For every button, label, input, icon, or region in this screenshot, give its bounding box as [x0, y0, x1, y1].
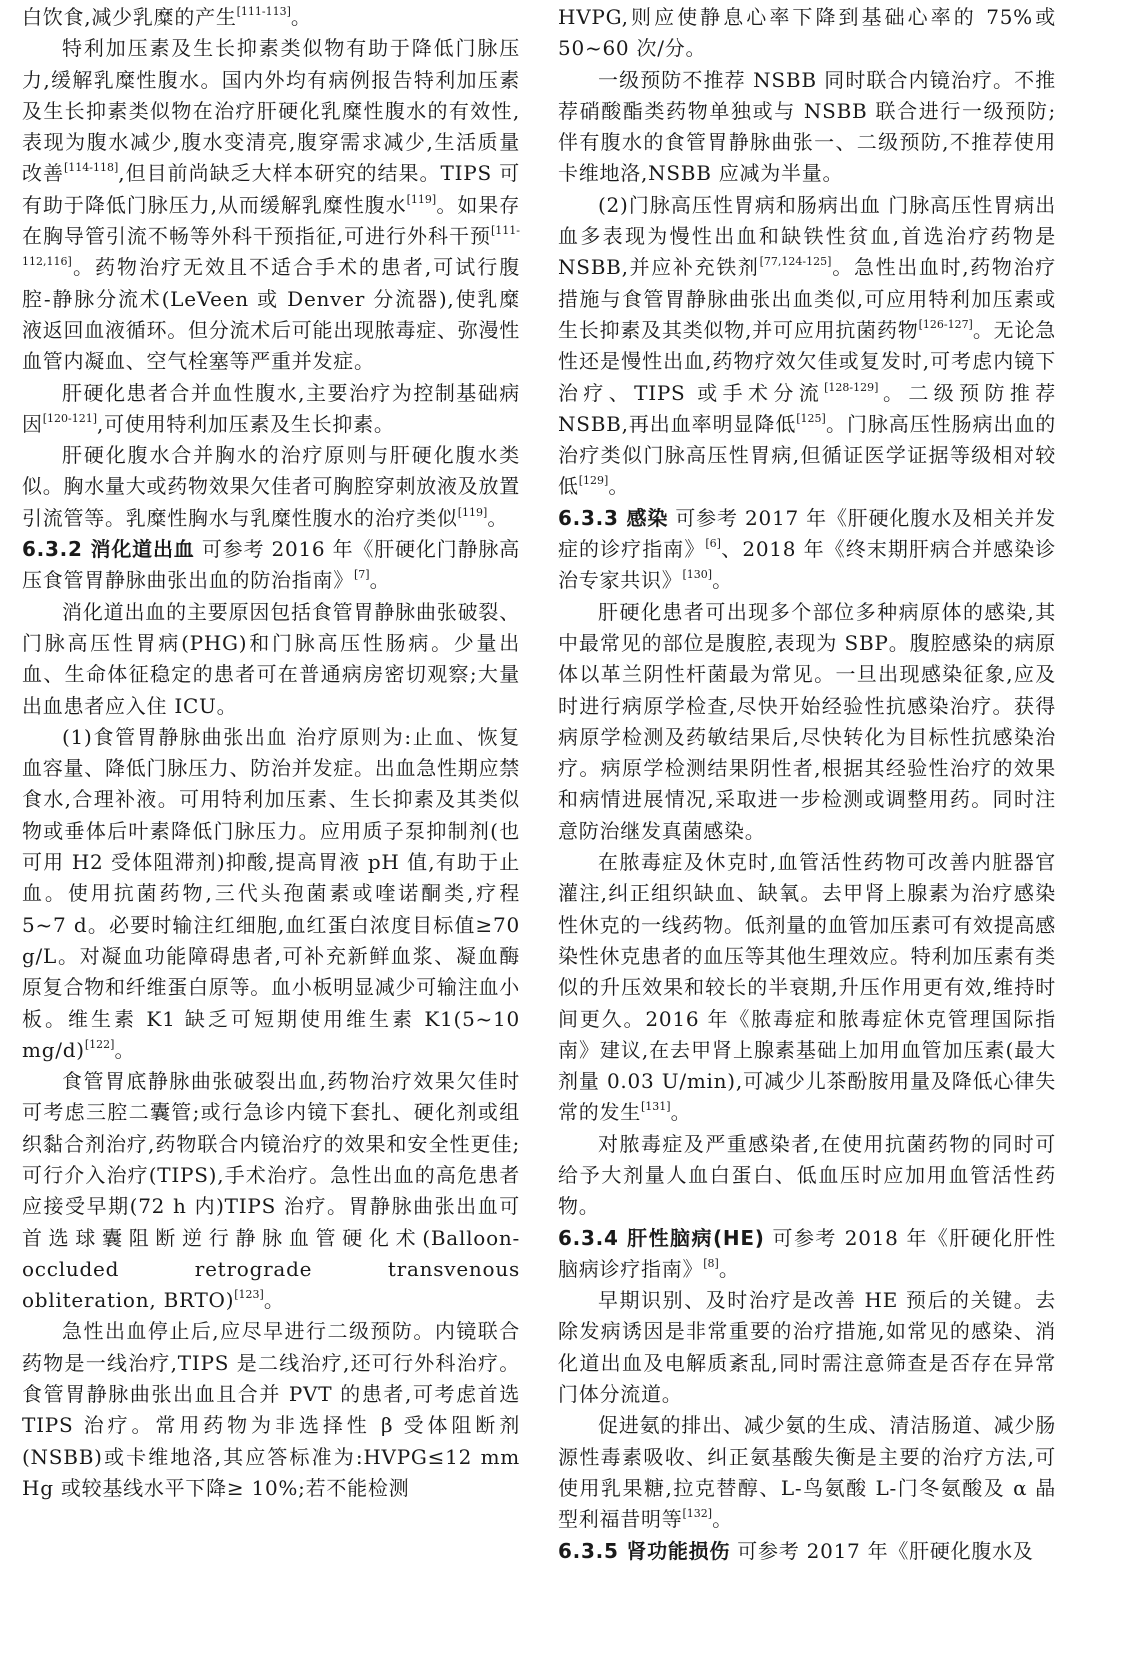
body-paragraph: [22, 597, 520, 722]
text-run: HVPG,则应使静息心率下降到基础心率的 75%或 50~60 次/分。: [558, 5, 1056, 61]
text-run: 可参考 2016 年《肝硬化门静脉高压食管胃静脉曲张出血的防治指南》: [22, 537, 520, 593]
text-run: 消化道出血的主要原因包括食管胃静脉曲张破裂、门脉高压性胃病(PHG)和门脉高压性肠病。少量出血、生命体征稳定的患者可在普通病房密切观察;大量出血患者应入住 ICU。: [22, 599, 520, 718]
body-paragraph: [558, 1410, 1056, 1535]
text-run: 。: [114, 1037, 136, 1062]
text-run: 一级预防不推荐 NSBB 同时联合内镜治疗。不推荐硝酸酯类药物单独或与 NSBB 联合进行一级预防;伴有腹水的食管胃静脉曲张一、二级预防,不推荐使用卡维地洛,NSBB 应减为半量。: [558, 67, 1056, 186]
citation-reference: [132]: [682, 1507, 713, 1521]
citation-reference: [77,124-125]: [759, 255, 832, 269]
text-run: 。无论急性还是慢性出血,药物疗效欠佳或复发时,可考虑内镜下治疗、TIPS 或手术分流: [558, 317, 1057, 405]
citation-reference: [119]: [406, 192, 437, 206]
text-run: ,但目前尚缺乏大样本研究的结果。TIPS 可有助于降低门脉压力,从而缓解乳糜性腹水: [22, 161, 520, 217]
body-paragraph: [22, 1316, 520, 1504]
text-run: 急性出血停止后,应尽早进行二级预防。内镜联合药物是一线治疗,TIPS 是二线治疗,还可行外科治疗。食管胃静脉曲张出血且合并 PVT 的患者,可考虑首选 TIPS 治疗。常用药物为非选择性 β 受体阻断剂(NSBB)或卡维地洛,其应答标准为:HVPG≤12 mm Hg 或较基线水平下降≥ 10%;若不能检测: [22, 1319, 520, 1500]
text-run: 。药物治疗无效且不适合手术的患者,可试行腹腔-静脉分流术(LeVeen 或 Denver 分流器),使乳糜液返回血液循环。但分流术后可能出现脓毒症、弥漫性血管内凝血、空气栓塞等严重并发症。: [22, 255, 520, 374]
citation-reference: [111-113]: [236, 5, 291, 18]
body-paragraph: [22, 33, 520, 377]
citation-reference: [120-121]: [42, 411, 98, 425]
text-run: 。: [712, 1507, 733, 1532]
text-run: 肝硬化患者合并血性腹水,主要治疗为控制基础病因: [22, 380, 520, 436]
text-run: 可参考 2017 年《肝硬化腹水及: [730, 1538, 1034, 1563]
citation-reference: [128-129]: [824, 380, 879, 394]
text-run: 早期识别、及时治疗是改善 HE 预后的关键。去除发病诱因是非常重要的治疗措施,如常见的感染、消化道出血及电解质紊乱,同时需注意筛查是否存在异常门体分流道。: [558, 1288, 1056, 1407]
citation-reference: [7]: [354, 568, 370, 582]
text-run: 。: [718, 1256, 740, 1281]
text-run: 。: [670, 1100, 692, 1125]
text-run: 。: [369, 568, 391, 593]
text-run: 肝硬化患者可出现多个部位多种病原体的感染,其中最常见的部位是腹腔,表现为 SBP。腹腔感染的病原体以革兰阴性杆菌最为常见。一旦出现感染征象,应及时进行病原学检查,尽快开始经验性抗感染治疗。获得病原学检测及药敏结果后,尽快转化为目标性抗感染治疗。病原学检测结果阴性者,根据其经验性治疗的效果和病情进展情况,采取进一步检测或调整用药。同时注意防治继发真菌感染。: [558, 599, 1056, 843]
text-run: 食管胃底静脉曲张破裂出血,药物治疗效果欠佳时可考虑三腔二囊管;或行急诊内镜下套扎、硬化剂或组织黏合剂治疗,药物联合内镜治疗的效果和安全性更佳;可行介入治疗(TIPS),手术治疗。急性出血的高危患者应接受早期(72 h 内)TIPS 治疗。胃静脉曲张出血可首选球囊阻断逆行静脉血管硬化术(Balloon-occluded retrograde transvenous obliteration, BRTO): [22, 1069, 520, 1313]
text-run: 促进氨的排出、减少氨的生成、清洁肠道、减少肠源性毒素吸收、纠正氨基酸失衡是主要的治疗方法,可使用乳果糖,拉克替醇、L-鸟氨酸 L-门冬氨酸及 α 晶型利福昔明等: [558, 1413, 1056, 1532]
section-heading-paragraph: [22, 534, 520, 597]
body-paragraph: [22, 440, 520, 534]
text-run: 白饮食,减少乳糜的产生: [22, 5, 237, 29]
text-run: 对脓毒症及严重感染者,在使用抗菌药物的同时可给予大剂量人血白蛋白、低血压时应加用血管活性药物。: [558, 1131, 1056, 1219]
section-number-title: 6.3.5 肾功能损伤: [558, 1538, 731, 1563]
citation-reference: [123]: [234, 1288, 264, 1302]
text-run: 。: [608, 474, 630, 499]
citation-reference: [122]: [84, 1037, 115, 1051]
citation-reference: [114-118]: [63, 161, 119, 175]
right-column: [558, 2, 1056, 1567]
body-paragraph: [558, 65, 1056, 190]
text-run: 。二级预防推荐 NSBB,再出血率明显降低: [558, 380, 1057, 436]
body-paragraph: [22, 1066, 520, 1316]
text-run: 。: [290, 5, 312, 29]
text-run: 。如果存在胸导管引流不畅等外科干预指征,可进行外科干预: [22, 192, 521, 249]
section-number-title: 6.3.3 感染: [558, 505, 669, 530]
text-run: 特利加压素及生长抑素类似物有助于降低门脉压力,缓解乳糜性腹水。国内外均有病例报告特利加压素及生长抑素类似物在治疗肝硬化乳糜性腹水的有效性,表现为腹水减少,腹水变清亮,腹穿需求减少,生活质量改善: [22, 36, 520, 186]
text-run: (2)门脉高压性胃病和肠病出血 门脉高压性胃病出血多表现为慢性出血和缺铁性贫血,首选治疗药物是 NSBB,并应补充铁剂: [558, 192, 1056, 280]
text-run: 、2018 年《终末期肝病合并感染诊治专家共识》: [558, 537, 1057, 593]
section-number-title: 6.3.2 消化道出血: [22, 537, 195, 562]
text-run: 。急性出血时,药物治疗措施与食管胃静脉曲张出血类似,可应用特利加压素或生长抑素及其类似物,并可应用抗菌药物: [558, 255, 1056, 342]
body-paragraph: [558, 1285, 1056, 1410]
section-heading-paragraph: [558, 1223, 1056, 1286]
body-paragraph: [22, 378, 520, 441]
citation-reference: [125]: [796, 411, 826, 425]
body-paragraph: [558, 190, 1056, 503]
text-run: 。: [487, 505, 509, 530]
left-column: [22, 2, 520, 1504]
text-run: 肝硬化腹水合并胸水的治疗原则与肝硬化腹水类似。胸水量大或药物效果欠佳者可胸腔穿刺放液及放置引流管等。乳糜性胸水与乳糜性腹水的治疗类似: [22, 443, 520, 530]
citation-reference: [6]: [705, 537, 721, 551]
text-run: 可参考 2018 年《肝硬化肝性脑病诊疗指南》: [558, 1225, 1056, 1281]
body-paragraph: [22, 722, 520, 1066]
text-run: 在脓毒症及休克时,血管活性药物可改善内脏器官灌注,纠正组织缺血、缺氧。去甲肾上腺素为治疗感染性休克的一线药物。低剂量的血管加压素可有效提高感染性休克患者的血压等其他生理效应。特利加压素有类似的升压效果和较长的半衰期,升压作用更有效,维持时间更久。2016 年《脓毒症和脓毒症休克管理国际指南》建议,在去甲肾上腺素基础上加用血管加压素(最大剂量 0.03 U/min),可减少儿茶酚胺用量及降低心律失常的发生: [558, 850, 1056, 1125]
citation-reference: [129]: [578, 474, 609, 488]
body-paragraph: [22, 2, 520, 33]
citation-reference: [130]: [682, 568, 713, 582]
text-run: ,可使用特利加压素及生长抑素。: [97, 411, 395, 436]
citation-reference: [126-127]: [918, 317, 973, 331]
body-paragraph: [558, 597, 1056, 847]
text-run: 。: [712, 568, 733, 593]
body-paragraph: [558, 847, 1056, 1129]
text-run: 。: [263, 1288, 285, 1313]
section-heading-paragraph: [558, 1536, 1056, 1567]
text-run: 。门脉高压性肠病出血的治疗类似门脉高压性胃病,但循证医学证据等级相对较低: [558, 411, 1057, 499]
body-paragraph: [558, 2, 1056, 65]
section-heading-paragraph: [558, 503, 1056, 597]
citation-reference: [8]: [703, 1256, 719, 1270]
body-paragraph: [558, 1129, 1056, 1223]
citation-reference: [119]: [457, 505, 488, 519]
citation-reference: [111-112,116]: [22, 224, 520, 269]
text-run: 可参考 2017 年《肝硬化腹水及相关并发症的诊疗指南》: [558, 505, 1056, 562]
text-run: (1)食管胃静脉曲张出血 治疗原则为:止血、恢复血容量、降低门脉压力、防治并发症。出血急性期应禁食水,合理补液。可用特利加压素、生长抑素及其类似物或垂体后叶素降低门脉压力。应用质子泵抑制剂(也可用 H2 受体阻滞剂)抑酸,提高胃液 pH 值,有助于止血。使用抗菌药物,三代头孢菌素或喹诺酮类,疗程 5~7 d。必要时输注红细胞,血红蛋白浓度目标值≥70 g/L。对凝血功能障碍患者,可补充新鲜血浆、凝血酶原复合物和纤维蛋白原等。血小板明显减少可输注血小板。维生素 K1 缺乏可短期使用维生素 K1(5~10 mg/d): [22, 724, 520, 1062]
section-number-title: 6.3.4 肝性脑病(HE): [558, 1225, 765, 1250]
citation-reference: [131]: [641, 1100, 671, 1114]
